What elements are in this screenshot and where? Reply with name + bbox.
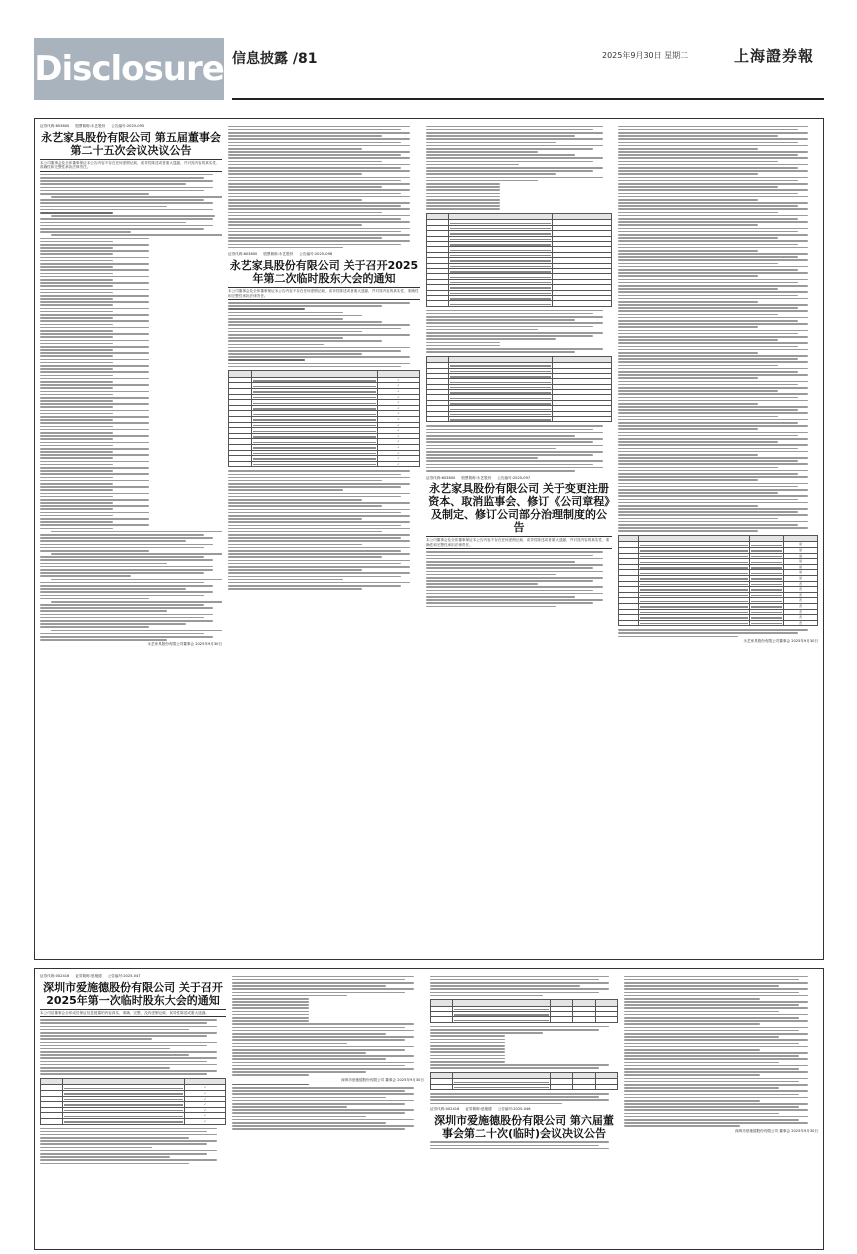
article-meta [426, 476, 612, 481]
vote-table [426, 356, 612, 423]
article-signature: 永艺家具股份有限公司董事会 2025年9月30日 [743, 638, 818, 643]
masthead-rule [232, 98, 824, 100]
article-title: 永艺家具股份有限公司 关于召开2025年第二次临时股东大会的通知 [229, 258, 419, 285]
article-meta [40, 124, 222, 129]
article-notice: 本公司董事会及全体董事保证本公告内容不存在任何虚假记载、误导性陈述或者重大遗漏，并对其内容的真实性、准确性和完整性承担法律责任。 [426, 536, 612, 549]
article-notice: 本公司董事会及全体董事保证本公告内容不存在任何虚假记载、误导性陈述或者重大遗漏，并对其内容的真实性、准确性和完整性承担法律责任。 [228, 287, 420, 300]
meta-abbr: 证券简称:爱施德 [465, 1107, 492, 1112]
article-title: 永艺家具股份有限公司 第五届董事会第二十五次会议决议公告 [41, 130, 221, 157]
column-4 [618, 124, 818, 956]
article-body-continued [426, 126, 612, 210]
proposal-table: ✓ ✓ ✓ ✓ ✓ ✓ ✓ [40, 1078, 226, 1125]
article-meta [228, 252, 420, 257]
lower-column-4 [624, 974, 818, 1246]
column-3 [426, 124, 612, 956]
article-meta [40, 974, 226, 979]
article-body-2 [228, 470, 420, 590]
meta-abbr: 股票简称:永艺股份 [75, 124, 106, 128]
article-body-continued [430, 976, 618, 997]
article-body-4 [430, 1141, 618, 1149]
article-title: 深圳市爱施德股份有限公司 关于召开2025年第一次临时股东大会的通知 [43, 980, 223, 1007]
article-body-2 [618, 629, 818, 637]
article-signature: 永艺家具股份有限公司董事会 2025年9月30日 [147, 642, 222, 647]
meta-abbr: 股票简称:永艺股份 [461, 475, 492, 480]
newspaper-logo: 上海證券報 [734, 47, 815, 65]
meta-abbr: 股票简称:永艺股份 [263, 252, 294, 257]
article-body-continued [232, 976, 424, 1076]
meta-number: 公告编号:2025-046 [497, 1107, 531, 1112]
proposal-table [426, 213, 612, 307]
article-body-3 [430, 1093, 618, 1104]
article-body-continued [228, 126, 420, 249]
article-notice: 本公司及董事会全体成员保证信息披露的内容真实、准确、完整，没有虚假记载、误导性陈述或重大遗漏。 [40, 1009, 226, 1018]
article-title: 永艺家具股份有限公司 关于变更注册资本、取消监事会、修订《公司章程》及制定、修订公司部分治理制度的公告 [428, 482, 610, 535]
article-signature: 深圳市爱施德股份有限公司 董事会 2025年9月30日 [735, 1128, 818, 1133]
lower-column-3 [430, 974, 618, 1246]
article-body-2 [430, 1026, 618, 1069]
article-body-2 [232, 1084, 424, 1130]
section-logo-block [34, 38, 224, 100]
meta-number: 公告编号:2025-097 [497, 475, 531, 480]
date-line: 2025年9月30日 星期二 [602, 51, 689, 60]
meta-code: 证券代码:603600 [40, 124, 70, 128]
column-1 [40, 124, 222, 956]
article-body-continued [618, 126, 818, 532]
meta-code: 证券代码:603600 [228, 252, 258, 257]
column-2 [228, 124, 420, 956]
article-notice: 本公司董事会及全体董事保证本公告内容不存在任何虚假记载、误导性陈述或者重大遗漏，并对其内容的真实性、准确性和完整性承担法律责任。 [40, 159, 222, 172]
article-body [40, 1019, 226, 1075]
proposal-table: ✓ ✓ ✓ ✓ ✓ ✓ ✓ ✓ ✓ ✓ ✓ ✓ ✓ ✓ ✓ ✓ [228, 370, 420, 467]
section-logo: Disclosure [34, 49, 224, 89]
article-body-continued [624, 976, 818, 1127]
rules-table: 是 是 是 是 是 是 是 否 否 否 否 否 否 否 否 [618, 535, 818, 626]
article-body-3 [426, 425, 612, 471]
article-body-4 [426, 551, 612, 607]
meta-number: 公告编号:2025-047 [107, 974, 141, 978]
article-meta [430, 1107, 618, 1112]
lower-column-2 [232, 974, 424, 1246]
article-body [228, 302, 420, 367]
meta-code: 证券代码:002416 [430, 1107, 460, 1112]
lower-column-1 [40, 974, 226, 1246]
proxy-table [430, 999, 618, 1023]
meta-number: 公告编号:2025-098 [299, 252, 333, 257]
article-title: 深圳市爱施德股份有限公司 第六届董事会第二十次(临时)会议决议公告 [434, 1113, 614, 1140]
section-title: 信息披露 /81 [232, 51, 318, 67]
meta-number: 公告编号:2025-095 [111, 124, 145, 128]
meta-abbr: 证券简称:爱施德 [75, 974, 102, 978]
article-body-2 [40, 1128, 226, 1165]
meta-code: 证券代码:603600 [426, 475, 456, 480]
article-body [40, 174, 222, 641]
article-signature: 深圳市爱施德股份有限公司 董事会 2025年9月30日 [341, 1077, 424, 1082]
vote-table [430, 1072, 618, 1090]
masthead [34, 38, 824, 100]
article-body-2 [426, 310, 612, 353]
meta-code: 证券代码:002416 [40, 974, 70, 978]
